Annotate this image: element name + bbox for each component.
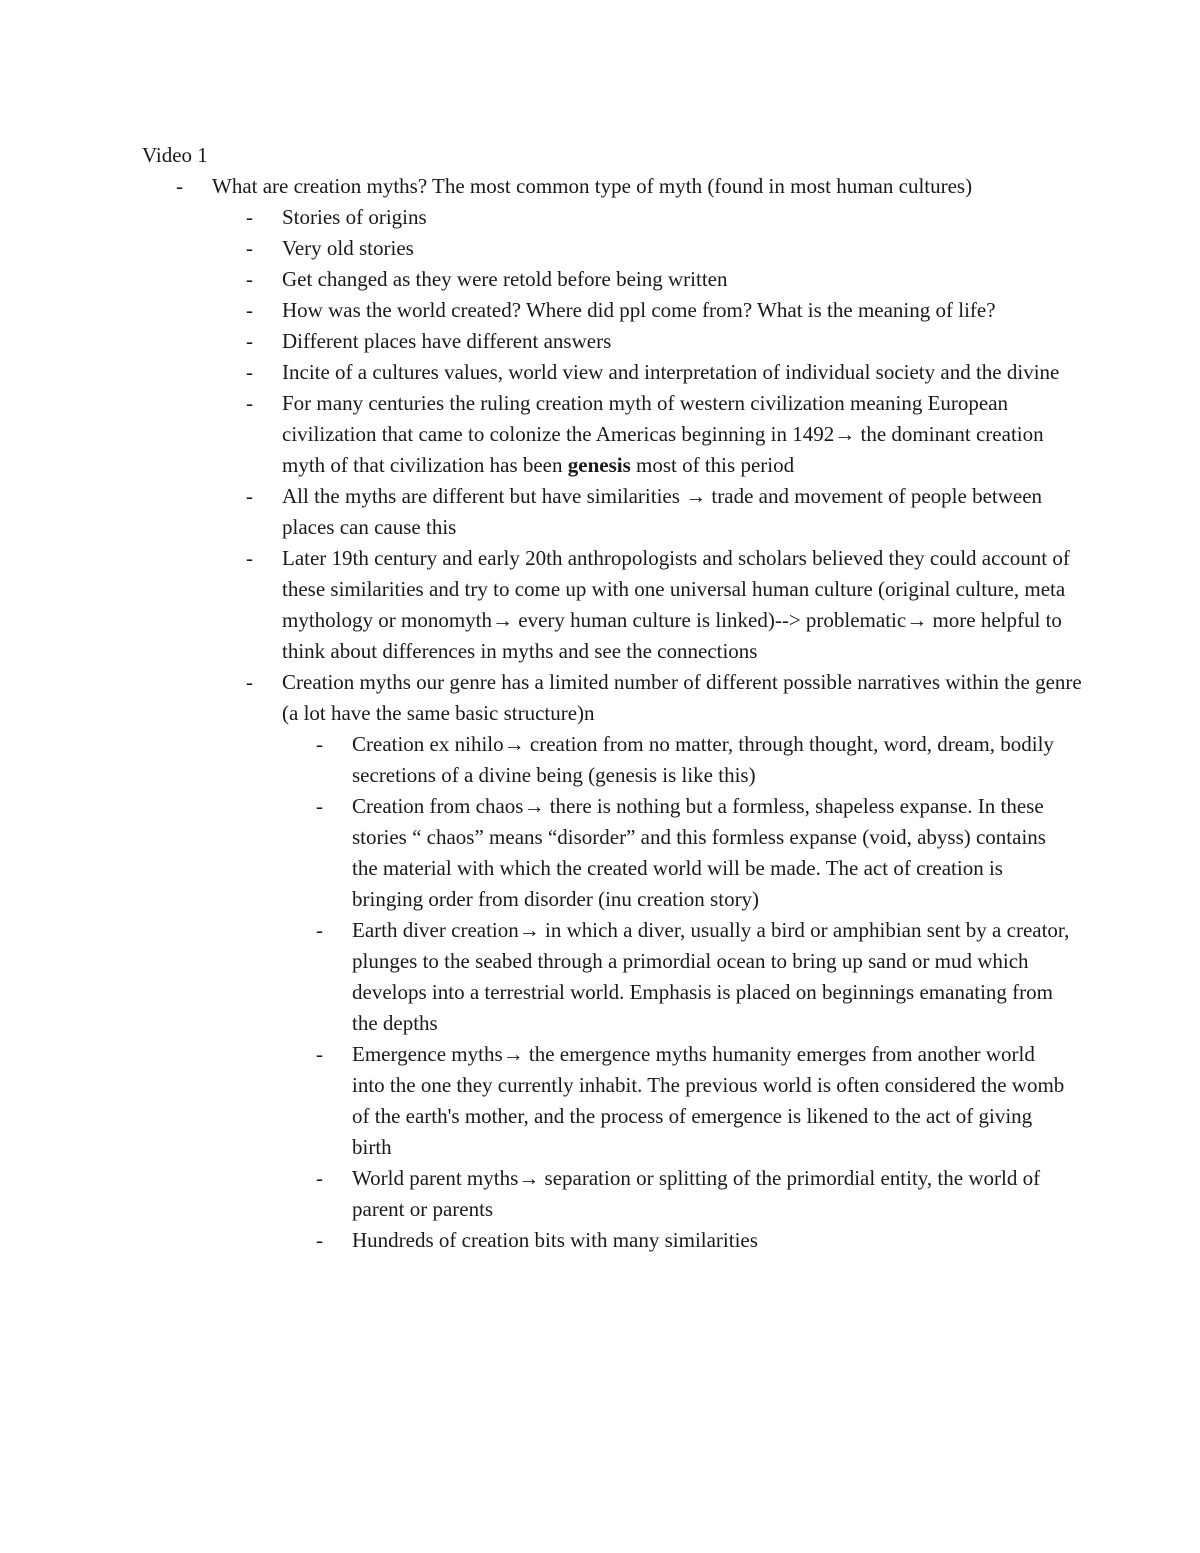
bullet-dash: -	[246, 236, 253, 260]
list-item	[212, 264, 1082, 295]
text-run: For many centuries the ruling creation myth of western civilization meaning European civilization that came to colonize the Americas beginning in 1492→ the dominant creation myth of that civilization has been	[282, 391, 1044, 477]
text-run: most of this period	[630, 453, 795, 477]
bullet-dash: -	[316, 1042, 323, 1066]
bullet-dash: -	[246, 670, 253, 694]
list-item-text: Emergence myths→ the emergence myths humanity emerges from another world into the one they currently inhabit. The previous world is often considered the womb of the earth's mother, and the process of emergence is likened to the act of giving birth	[352, 1042, 1065, 1159]
bullet-dash: -	[316, 794, 323, 818]
list-item-text: Creation ex nihilo→ creation from no matter, through thought, word, dream, bodily secretions of a divine being (genesis is like this)	[352, 732, 1054, 787]
bullet-dash: -	[246, 267, 253, 291]
list-item-text	[282, 388, 1082, 481]
list-item	[282, 915, 1082, 1039]
list-item	[212, 326, 1082, 357]
bullet-dash: -	[246, 360, 253, 384]
list-item	[282, 729, 1082, 791]
list-item	[282, 791, 1082, 915]
list-item	[212, 543, 1082, 667]
list-item-text: Stories of origins	[282, 205, 427, 229]
list-item	[142, 171, 1082, 1256]
bullet-dash: -	[316, 732, 323, 756]
list-item	[212, 202, 1082, 233]
bullet-dash: -	[316, 918, 323, 942]
bullet-dash: -	[246, 298, 253, 322]
list-item-text: World parent myths→ separation or splitting of the primordial entity, the world of parent or parents	[352, 1166, 1041, 1221]
list-item-text: Later 19th century and early 20th anthropologists and scholars believed they could account of these similarities and try to come up with one universal human culture (original culture, meta mythology or monomyth→ every human culture is linked)--> problematic→ more helpful to think about differences in myths and see the connections	[282, 546, 1070, 663]
list-item	[282, 1163, 1082, 1225]
list-item-text: What are creation myths? The most common type of myth (found in most human cultures)	[212, 174, 973, 198]
bullet-dash: -	[316, 1166, 323, 1190]
list-item	[212, 357, 1082, 388]
list-item	[212, 233, 1082, 264]
outline-level-2	[212, 202, 1082, 1256]
list-item	[212, 481, 1082, 543]
bold-term-genesis: genesis	[567, 453, 631, 477]
list-item	[282, 1225, 1082, 1256]
bullet-dash: -	[246, 484, 253, 508]
document-body	[142, 140, 1082, 1256]
list-item	[282, 1039, 1082, 1163]
list-item	[212, 388, 1082, 481]
bullet-dash: -	[246, 546, 253, 570]
list-item-text: Incite of a cultures values, world view and interpretation of individual society and the divine	[282, 360, 1060, 384]
outline-level-3	[282, 729, 1082, 1256]
document-title: Video 1	[142, 143, 208, 167]
list-item	[212, 295, 1082, 326]
list-item-text: Very old stories	[282, 236, 414, 260]
outline-level-1	[142, 171, 1082, 1256]
list-item-text: Creation from chaos→ there is nothing but a formless, shapeless expanse. In these stories “ chaos” means “disorder” and this formless expanse (void, abyss) contains the material with which the created world will be made. The act of creation is bringing order from disorder (inu creation story)	[352, 794, 1046, 911]
bullet-dash: -	[246, 205, 253, 229]
list-item-text: Different places have different answers	[282, 329, 612, 353]
bullet-dash: -	[176, 174, 183, 198]
list-item-text: How was the world created? Where did ppl come from? What is the meaning of life?	[282, 298, 996, 322]
list-item-text: Hundreds of creation bits with many similarities	[352, 1228, 758, 1252]
list-item-text: Earth diver creation→ in which a diver, usually a bird or amphibian sent by a creator, plunges to the seabed through a primordial ocean to bring up sand or mud which develops into a terrestrial world. Emphasis is placed on beginnings emanating from the depths	[352, 918, 1070, 1035]
list-item	[212, 667, 1082, 1256]
list-item-text: All the myths are different but have similarities → trade and movement of people between places can cause this	[282, 484, 1043, 539]
bullet-dash: -	[316, 1228, 323, 1252]
bullet-dash: -	[246, 391, 253, 415]
bullet-dash: -	[246, 329, 253, 353]
list-item-text: Get changed as they were retold before being written	[282, 267, 728, 291]
list-item-text: Creation myths our genre has a limited number of different possible narratives within the genre (a lot have the same basic structure)n	[282, 670, 1082, 725]
